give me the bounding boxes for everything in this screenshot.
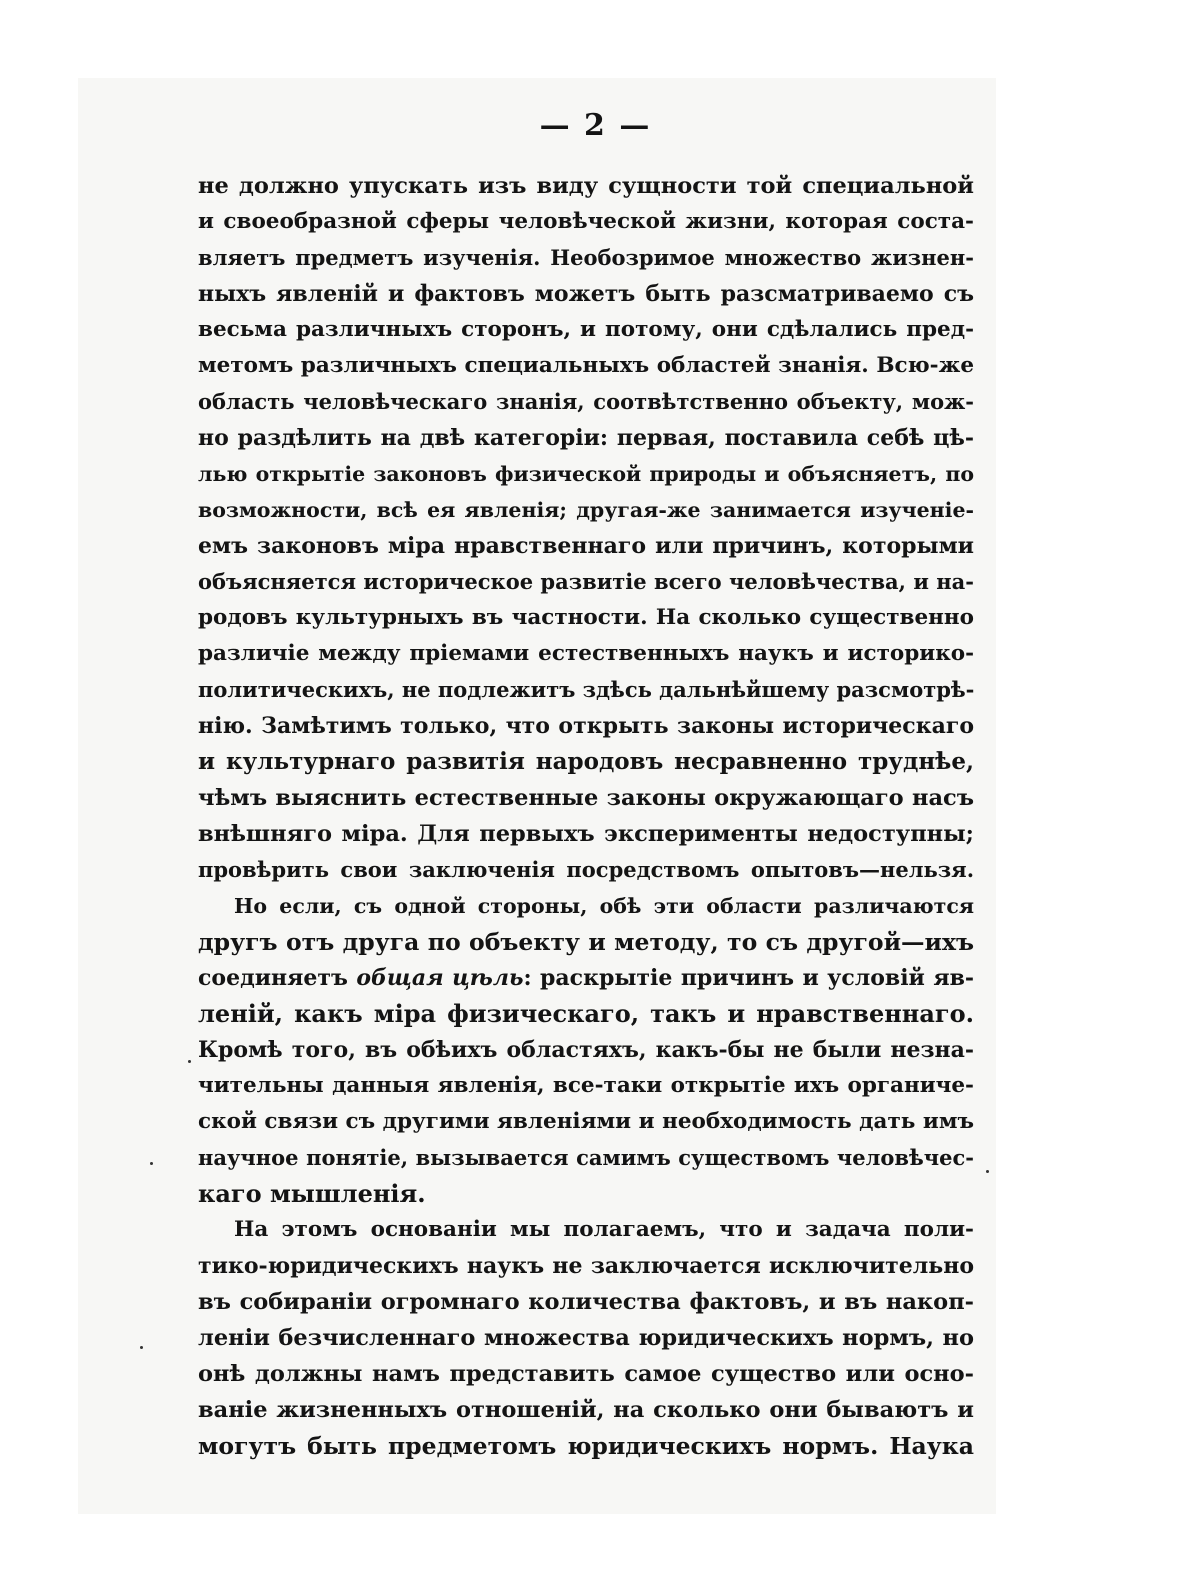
text-line: не должно упускать изъ виду сущности той специальной (198, 173, 974, 199)
text-line: родовъ культурныхъ въ частности. На сколько существенно (198, 605, 974, 630)
text-line: весьма различныхъ сторонъ, и потому, они сдѣлались пред- (198, 317, 974, 342)
paragraph-3 (198, 1212, 974, 1464)
text-line: нію. Замѣтимъ только, что открыть законы историческаго (198, 713, 974, 739)
text-line: емъ законовъ міра нравственнаго или причинъ, которыми (198, 533, 974, 559)
text-line: ныхъ явленій и фактовъ можетъ быть разсматриваемо съ (198, 281, 974, 307)
text-line: научное понятіе, вызывается самимъ существомъ человѣчес- (198, 1145, 974, 1170)
text-line: Но если, съ одной стороны, обѣ эти области различаются (234, 894, 974, 918)
paragraph-2 (198, 888, 974, 1212)
text-line: но раздѣлить на двѣ категоріи: первая, поставила себѣ цѣ- (198, 425, 974, 451)
text-line: ваніе жизненныхъ отношеній, на сколько они бываютъ и (198, 1397, 974, 1423)
scan-speck (140, 1346, 143, 1349)
scan-speck (986, 1170, 989, 1173)
body-text (198, 168, 974, 1464)
text-line: область человѣческаго знанія, соотвѣтственно объекту, мож- (198, 389, 974, 414)
text-line: возможности, всѣ ея явленія; другая-же занимается изученіе- (198, 498, 974, 522)
text-line: леніи безчисленнаго множества юридическихъ нормъ, но (198, 1325, 974, 1351)
page-number: — 2 — (539, 108, 652, 143)
text-line: На этомъ основаніи мы полагаемъ, что и задача поли- (234, 1217, 974, 1242)
text-line: онѣ должны намъ представить самое существо или осно- (198, 1361, 974, 1387)
text-line: ской связи съ другими явленіями и необходимость дать имъ (198, 1109, 974, 1134)
paragraph-1 (198, 168, 974, 888)
text-line: леній, какъ міра физическаго, такъ и нравственнаго. (198, 999, 974, 1028)
text-line: лью открытіе законовъ физической природы и объясняетъ, по (198, 462, 974, 486)
text-line: чѣмъ выяснить естественные законы окружающаго насъ (198, 785, 974, 811)
scan-speck (188, 1060, 191, 1063)
text-line: объясняется историческое развитіе всего человѣчества, и на- (198, 569, 974, 594)
text-line: могутъ быть предметомъ юридическихъ нормъ. Наука (198, 1432, 974, 1460)
text-line: и культурнаго развитія народовъ несравненно труднѣе, (198, 748, 974, 775)
emphasized-text: общая цѣль (356, 965, 524, 991)
scan-speck (150, 1162, 153, 1165)
text-line: соединяетъ общая цѣль: раскрытіе причинъ и условій яв- (198, 965, 974, 991)
text-line: чительны данныя явленія, все-таки открытіе ихъ органиче- (198, 1073, 974, 1098)
text-line: политическихъ, не подлежитъ здѣсь дальнѣйшему разсмотрѣ- (198, 677, 974, 702)
text-line: другъ отъ друга по объекту и методу, то съ другой—ихъ (198, 928, 974, 956)
text-line: вляетъ предметъ изученія. Необозримое множество жизнен- (198, 245, 974, 270)
text-line: метомъ различныхъ специальныхъ областей знанія. Всю-же (198, 353, 974, 378)
text-line: различіе между пріемами естественныхъ наукъ и историко- (198, 641, 974, 666)
text-line: въ собираніи огромнаго количества фактовъ, и въ накоп- (198, 1289, 974, 1315)
text-line: каго мышленія. (198, 1179, 426, 1208)
text-line: внѣшняго міра. Для первыхъ эксперименты недоступны; (198, 821, 974, 847)
text-line: и своеобразной сферы человѣческой жизни, которая соста- (198, 209, 974, 234)
text-line: тико-юридическихъ наукъ не заключается исключительно (198, 1253, 974, 1279)
text-line: Кромѣ того, въ обѣихъ областяхъ, какъ-бы не были незна- (198, 1037, 974, 1063)
text-line: провѣрить свои заключенія посредствомъ опытовъ—нельзя. (198, 857, 974, 882)
